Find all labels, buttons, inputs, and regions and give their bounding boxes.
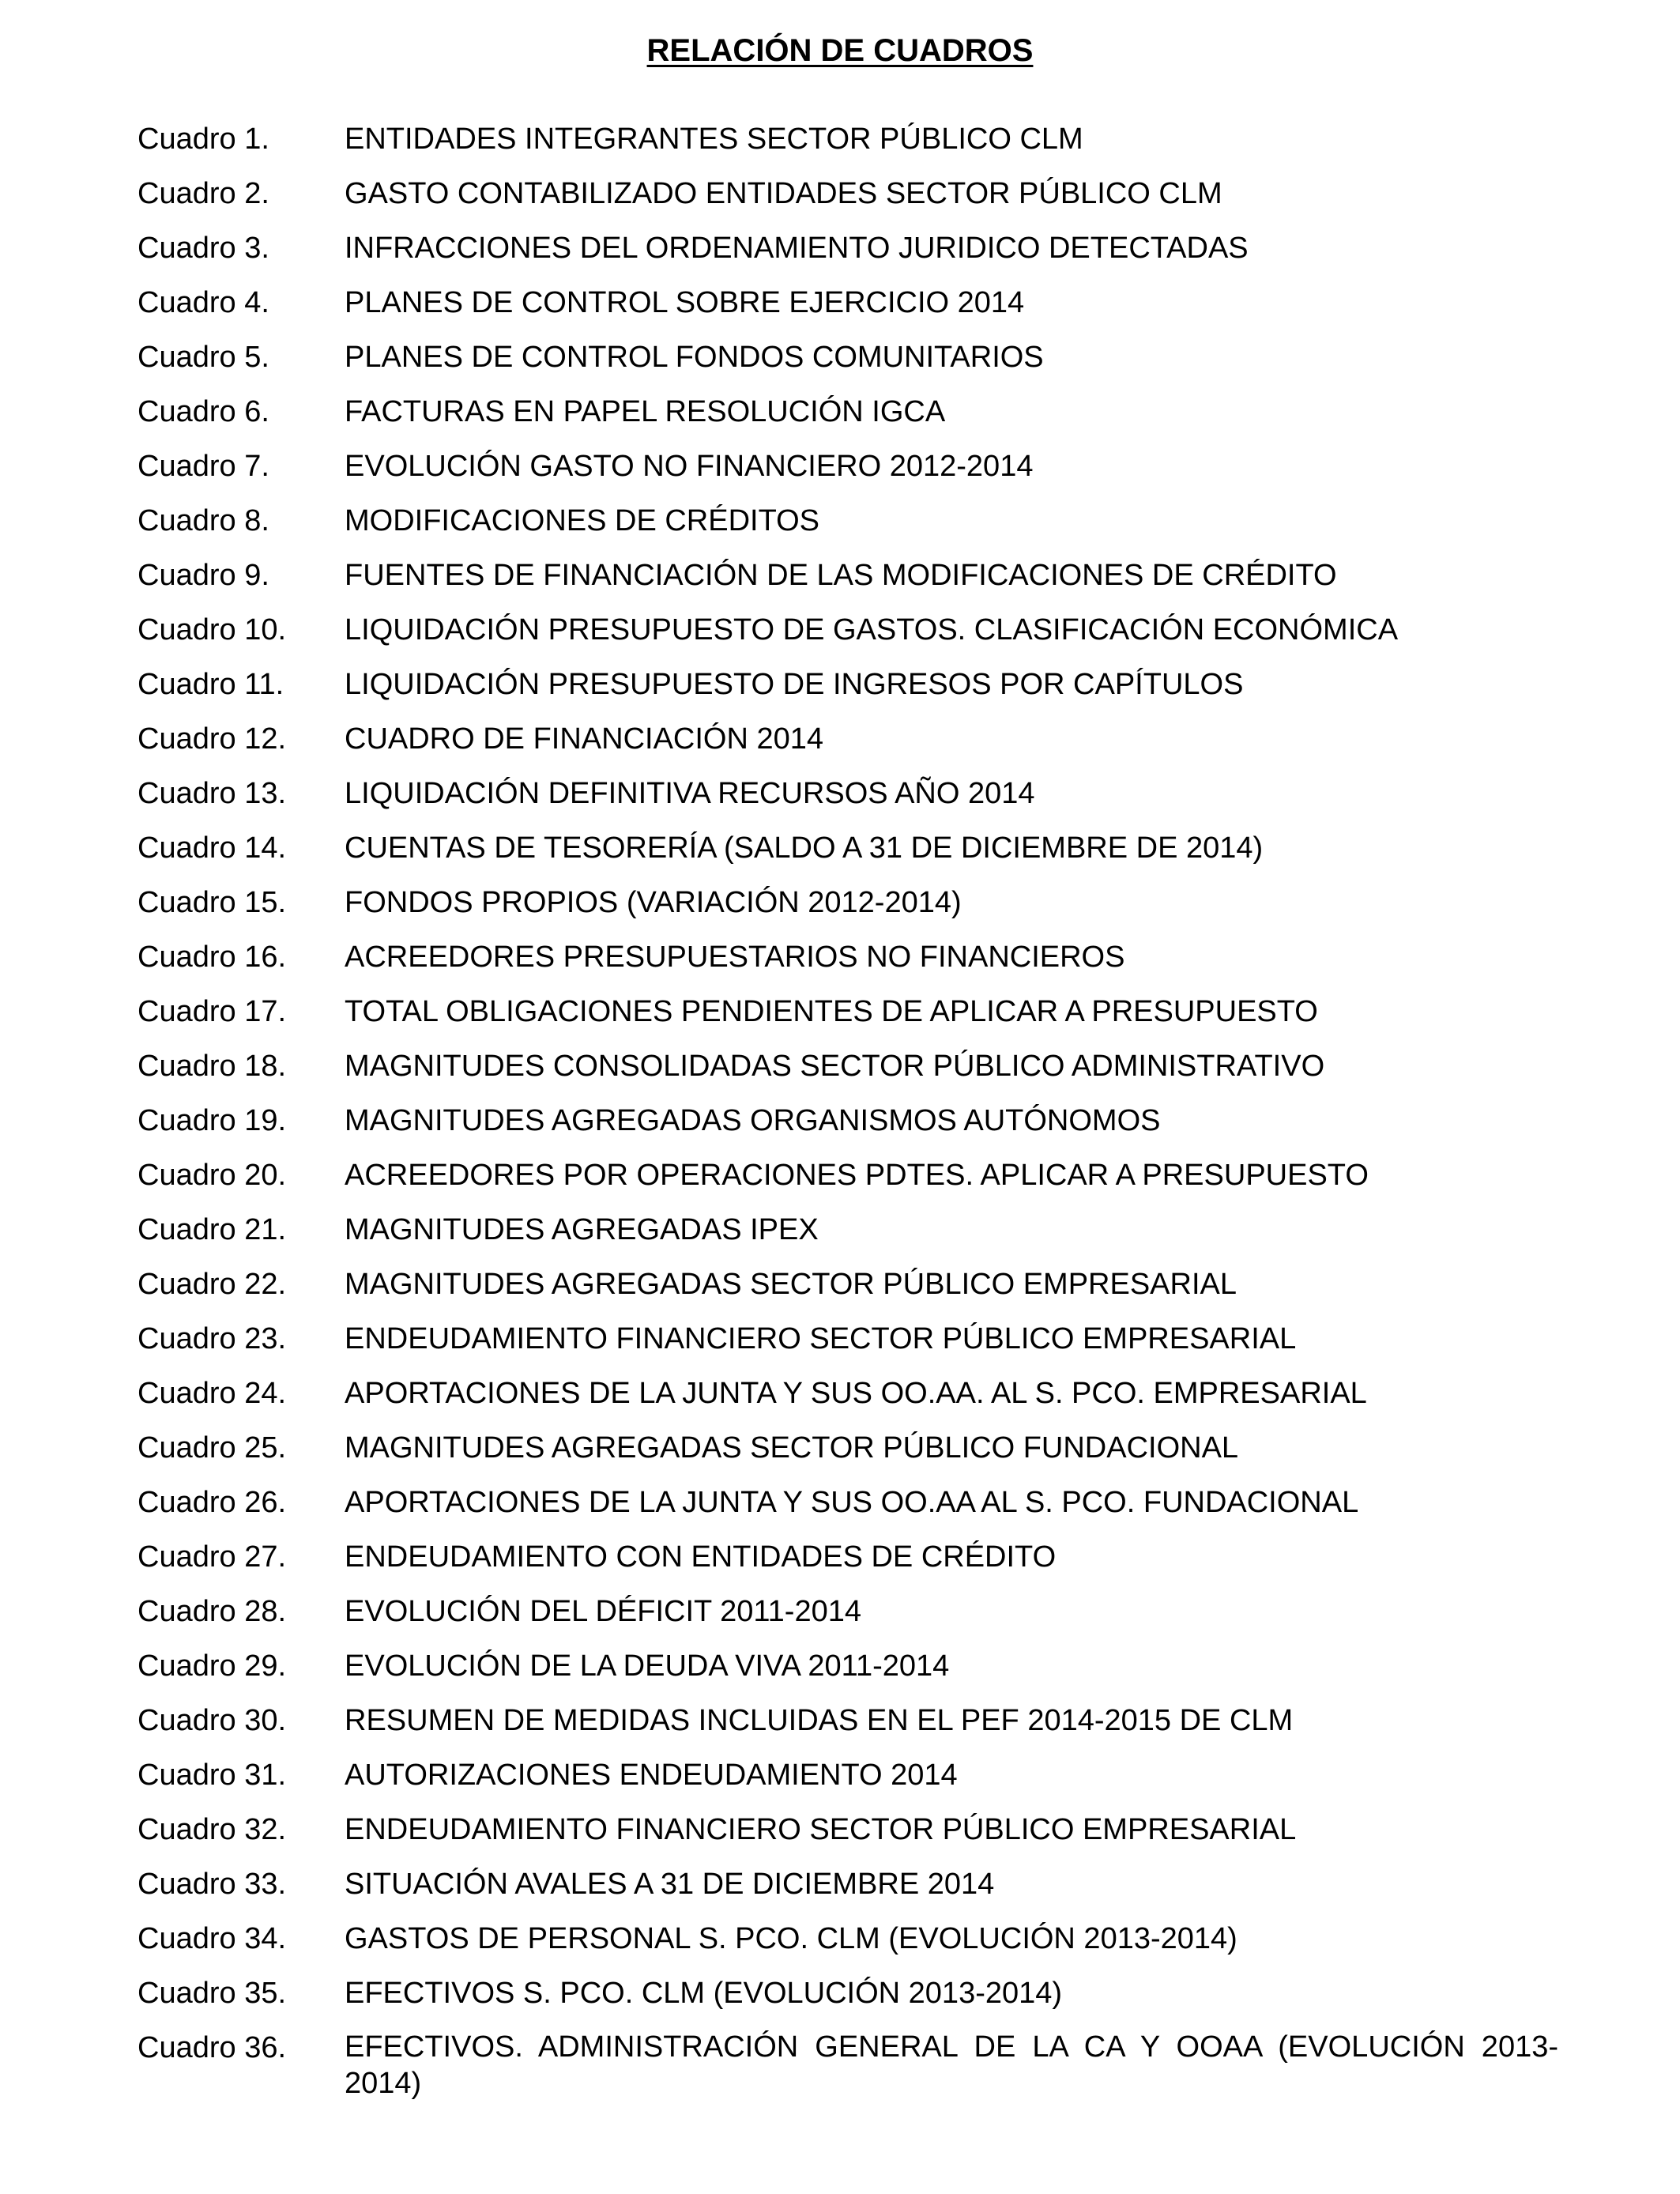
list-item-title: TOTAL OBLIGACIONES PENDIENTES DE APLICAR A PRESUPUESTO — [345, 995, 1318, 1028]
list-item-number: Cuadro 23. — [137, 1322, 287, 1355]
list-item — [137, 117, 1560, 172]
list-item-number: Cuadro 22. — [137, 1268, 287, 1301]
list-item — [137, 390, 1560, 444]
list-item-title: ENDEUDAMIENTO FINANCIERO SECTOR PÚBLICO EMPRESARIAL — [345, 1813, 1297, 1846]
list-item — [137, 1808, 1560, 1862]
list-item-number: Cuadro 34. — [137, 1922, 287, 1955]
list-item — [137, 499, 1560, 553]
list-item — [137, 880, 1560, 935]
list-item-number: Cuadro 18. — [137, 1050, 287, 1083]
list-item-title: PLANES DE CONTROL SOBRE EJERCICIO 2014 — [345, 286, 1025, 319]
list-item-title: PLANES DE CONTROL FONDOS COMUNITARIOS — [345, 341, 1044, 374]
list-item-title: LIQUIDACIÓN PRESUPUESTO DE INGRESOS POR CAPÍTULOS — [345, 668, 1244, 701]
list-item-title: GASTOS DE PERSONAL S. PCO. CLM (EVOLUCIÓN 2013-2014) — [345, 1922, 1237, 1955]
list-item — [137, 1480, 1560, 1535]
list-item-number: Cuadro 6. — [137, 395, 269, 428]
list-item-number: Cuadro 16. — [137, 941, 287, 974]
list-item — [137, 826, 1560, 880]
list-item-title: FUENTES DE FINANCIACIÓN DE LAS MODIFICACIONES DE CRÉDITO — [345, 559, 1337, 592]
list-item-number: Cuadro 31. — [137, 1759, 287, 1792]
list-item-title: GASTO CONTABILIZADO ENTIDADES SECTOR PÚBLICO CLM — [345, 177, 1222, 210]
list-item-title: FONDOS PROPIOS (VARIACIÓN 2012-2014) — [345, 886, 962, 919]
list-item-title: CUENTAS DE TESORERÍA (SALDO A 31 DE DICIEMBRE DE 2014) — [345, 831, 1264, 865]
list-item-number: Cuadro 13. — [137, 777, 287, 810]
list-item — [137, 1262, 1560, 1317]
list-item-title: CUADRO DE FINANCIACIÓN 2014 — [345, 722, 824, 756]
list-item — [137, 1208, 1560, 1262]
list-item — [137, 553, 1560, 608]
list-item — [137, 335, 1560, 390]
list-item-number: Cuadro 25. — [137, 1431, 287, 1465]
list-item-number: Cuadro 28. — [137, 1595, 287, 1628]
list-item-title: APORTACIONES DE LA JUNTA Y SUS OO.AA AL S. PCO. FUNDACIONAL — [345, 1486, 1359, 1519]
list-item-title: EVOLUCIÓN DE LA DEUDA VIVA 2011-2014 — [345, 1649, 950, 1683]
list-item-title: AUTORIZACIONES ENDEUDAMIENTO 2014 — [345, 1759, 958, 1792]
list-item — [137, 1535, 1560, 1589]
list-item — [137, 1426, 1560, 1480]
list-item-number: Cuadro 17. — [137, 995, 287, 1028]
list-item — [137, 1698, 1560, 1753]
list-item — [137, 1371, 1560, 1426]
list-item-title: LIQUIDACIÓN PRESUPUESTO DE GASTOS. CLASIFICACIÓN ECONÓMICA — [345, 613, 1399, 647]
list-item-number: Cuadro 21. — [137, 1213, 287, 1246]
list-item-title: EVOLUCIÓN DEL DÉFICIT 2011-2014 — [345, 1595, 861, 1628]
list-item — [137, 717, 1560, 771]
list-item-number: Cuadro 36. — [137, 2031, 287, 2064]
list-item — [137, 1971, 1560, 2026]
list-item-number: Cuadro 20. — [137, 1159, 287, 1192]
list-item — [137, 1589, 1560, 1644]
list-item — [137, 2026, 1560, 2100]
list-item — [137, 226, 1560, 281]
list-item-title: MAGNITUDES AGREGADAS IPEX — [345, 1213, 819, 1246]
list-item-title: ACREEDORES PRESUPUESTARIOS NO FINANCIEROS — [345, 941, 1125, 974]
list-item — [137, 1153, 1560, 1208]
list-item — [137, 444, 1560, 499]
list-item-number: Cuadro 30. — [137, 1704, 287, 1737]
list-item-number: Cuadro 33. — [137, 1868, 287, 1901]
list-item — [137, 1044, 1560, 1099]
list-item — [137, 608, 1560, 662]
list-item-number: Cuadro 14. — [137, 831, 287, 865]
list-item-number: Cuadro 15. — [137, 886, 287, 919]
list-item — [137, 990, 1560, 1044]
list-item-title: MODIFICACIONES DE CRÉDITOS — [345, 504, 820, 537]
page-title: RELACIÓN DE CUADROS — [646, 33, 1034, 68]
list-item-number: Cuadro 27. — [137, 1540, 287, 1574]
table-list — [137, 117, 1560, 2100]
list-item — [137, 1753, 1560, 1808]
list-item-title: MAGNITUDES CONSOLIDADAS SECTOR PÚBLICO ADMINISTRATIVO — [345, 1050, 1325, 1083]
list-item-number: Cuadro 2. — [137, 177, 269, 210]
list-item-number: Cuadro 12. — [137, 722, 287, 756]
list-item-number: Cuadro 35. — [137, 1977, 287, 2010]
list-item-number: Cuadro 10. — [137, 613, 287, 647]
list-item-number: Cuadro 29. — [137, 1649, 287, 1683]
list-item — [137, 1099, 1560, 1153]
list-item — [137, 1917, 1560, 1971]
list-item-number: Cuadro 9. — [137, 559, 269, 592]
list-item — [137, 1644, 1560, 1698]
list-item-number: Cuadro 24. — [137, 1377, 287, 1410]
list-item-number: Cuadro 8. — [137, 504, 269, 537]
list-item-title: MAGNITUDES AGREGADAS SECTOR PÚBLICO FUNDACIONAL — [345, 1431, 1239, 1465]
list-item-title: FACTURAS EN PAPEL RESOLUCIÓN IGCA — [345, 395, 946, 428]
list-item-number: Cuadro 4. — [137, 286, 269, 319]
list-item-title: ENDEUDAMIENTO FINANCIERO SECTOR PÚBLICO EMPRESARIAL — [345, 1322, 1297, 1355]
list-item-title: ACREEDORES POR OPERACIONES PDTES. APLICAR A PRESUPUESTO — [345, 1159, 1369, 1192]
list-item-number: Cuadro 19. — [137, 1104, 287, 1137]
list-item-title: EFECTIVOS S. PCO. CLM (EVOLUCIÓN 2013-2014) — [345, 1977, 1063, 2010]
list-item-number: Cuadro 11. — [137, 668, 284, 701]
list-item-number: Cuadro 7. — [137, 450, 269, 483]
list-item-title: SITUACIÓN AVALES A 31 DE DICIEMBRE 2014 — [345, 1868, 995, 1901]
list-item-title: LIQUIDACIÓN DEFINITIVA RECURSOS AÑO 2014 — [345, 777, 1035, 810]
list-item-title: RESUMEN DE MEDIDAS INCLUIDAS EN EL PEF 2014-2015 DE CLM — [345, 1704, 1294, 1737]
list-item-number: Cuadro 32. — [137, 1813, 287, 1846]
list-item — [137, 935, 1560, 990]
list-item — [137, 1317, 1560, 1371]
list-item-title: MAGNITUDES AGREGADAS ORGANISMOS AUTÓNOMOS — [345, 1104, 1161, 1137]
list-item-title: MAGNITUDES AGREGADAS SECTOR PÚBLICO EMPRESARIAL — [345, 1268, 1237, 1301]
list-item — [137, 771, 1560, 826]
list-item-title: INFRACCIONES DEL ORDENAMIENTO JURIDICO DETECTADAS — [345, 232, 1249, 265]
list-item — [137, 172, 1560, 226]
list-item-title: ENTIDADES INTEGRANTES SECTOR PÚBLICO CLM — [345, 123, 1083, 156]
list-item-title: ENDEUDAMIENTO CON ENTIDADES DE CRÉDITO — [345, 1540, 1057, 1574]
list-item-number: Cuadro 1. — [137, 123, 269, 156]
list-item — [137, 662, 1560, 717]
list-item — [137, 281, 1560, 335]
list-item-number: Cuadro 3. — [137, 232, 269, 265]
list-item-title: EFECTIVOS. ADMINISTRACIÓN GENERAL DE LA CA Y OOAA (EVOLUCIÓN 2013-2014) — [345, 2030, 1558, 2100]
list-item — [137, 1862, 1560, 1917]
list-item-title: APORTACIONES DE LA JUNTA Y SUS OO.AA. AL S. PCO. EMPRESARIAL — [345, 1377, 1367, 1410]
list-item-title: EVOLUCIÓN GASTO NO FINANCIERO 2012-2014 — [345, 450, 1034, 483]
list-item-number: Cuadro 26. — [137, 1486, 287, 1519]
list-item-number: Cuadro 5. — [137, 341, 269, 374]
